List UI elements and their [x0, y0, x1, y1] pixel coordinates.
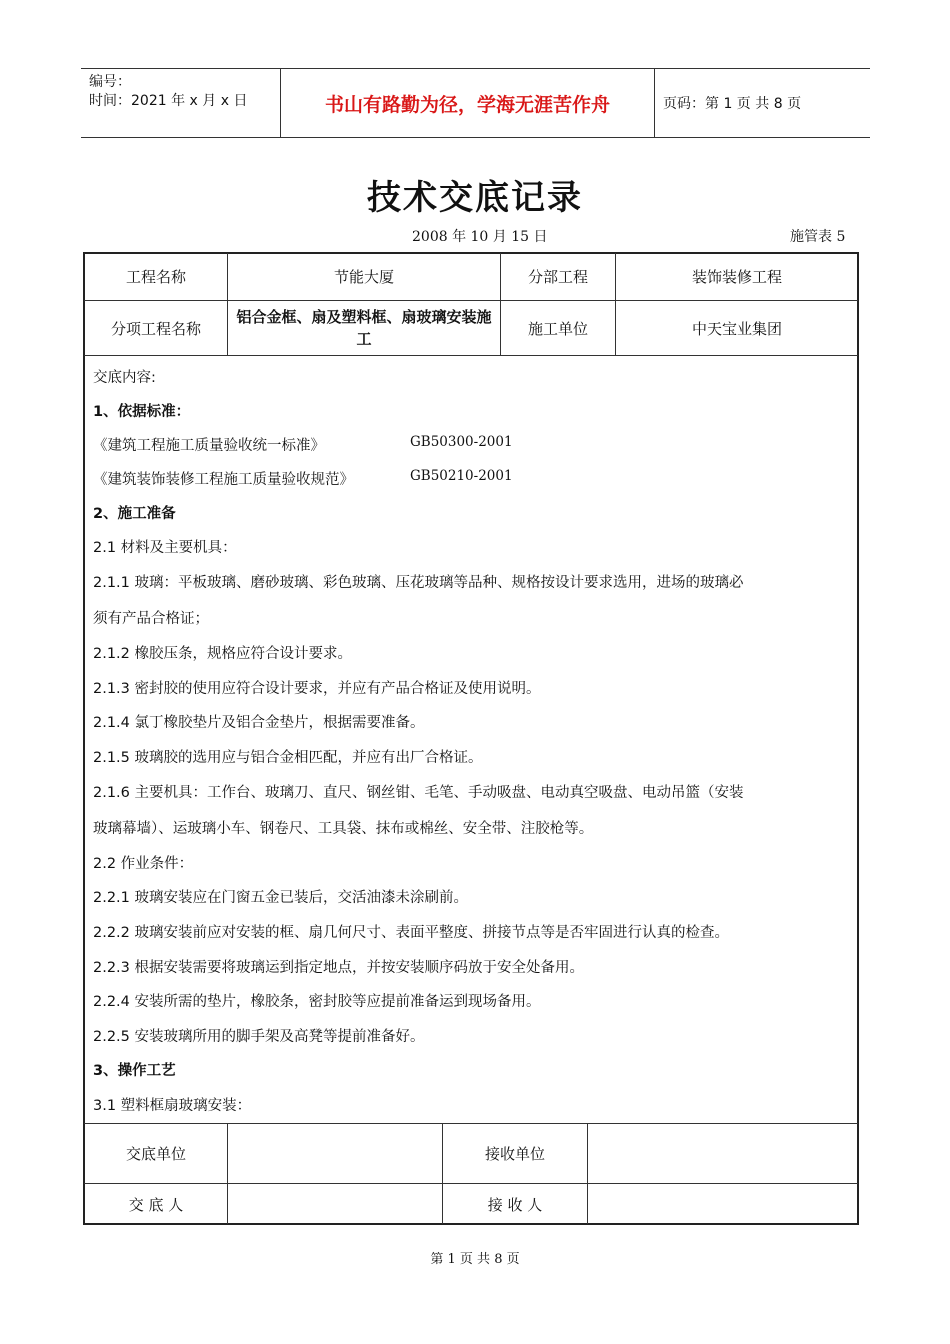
issuer-field[interactable] [228, 1184, 442, 1224]
standard-name: 《建筑工程施工质量验收统一标准》 [93, 438, 325, 454]
paragraph: 玻璃幕墙）、运玻璃小车、钢卷尺、工具袋、抹布或棉丝、安全带、注胶枪等。 [93, 821, 594, 837]
page-info: 页码：第 1 页 共 8 页 [663, 96, 802, 112]
contractor-value: 中天宝业集团 [691, 319, 782, 338]
paragraph: 3.1 塑料框扇玻璃安装： [93, 1098, 252, 1114]
header-left [89, 73, 247, 111]
document-title: 技术交底记录 [367, 178, 583, 218]
paragraph: 2.2.1 玻璃安装应在门窗五金已装后，交活油漆未涂刷前。 [93, 890, 469, 906]
time-label: 时间：2021 年 x 月 x 日 [89, 93, 248, 109]
number-label: 编号： [89, 74, 131, 90]
content-intro: 交底内容: [93, 370, 156, 386]
record-table [83, 252, 859, 1225]
paragraph: 2.1.4 氯丁橡胶垫片及铝合金垫片，根据需要准备。 [93, 715, 425, 731]
paragraph: 2.1.1 玻璃：平板玻璃、磨砂玻璃、彩色玻璃、压花玻璃等品种、规格按设计要求选用，进场的玻璃必 [93, 575, 744, 591]
issuer-unit-field[interactable] [228, 1124, 442, 1183]
division-label: 分部工程 [527, 268, 588, 286]
division-value: 装饰装修工程 [691, 268, 782, 286]
paragraph: 2.2.5 安装玻璃所用的脚手架及高凳等提前准备好。 [93, 1029, 425, 1045]
paragraph: 2.2.4 安装所需的垫片，橡胶条，密封胶等应提前准备运到现场备用。 [93, 994, 541, 1010]
paragraph: 2.2.3 根据安装需要将玻璃运到指定地点，并按安装顺序码放于安全处备用。 [93, 960, 585, 976]
subitem-label: 分项工程名称 [110, 319, 201, 338]
standard-code: GB50210-2001 [410, 468, 513, 484]
motto: 书山有路勤为径，学海无涯苦作舟 [280, 69, 655, 137]
paragraph: 2.1.3 密封胶的使用应符合设计要求，并应有产品合格证及使用说明。 [93, 681, 541, 697]
receiver-unit-label: 接收单位 [484, 1145, 545, 1163]
subitem-value: 铝合金框、扇及塑料框、扇玻璃安装施工 [236, 308, 492, 348]
page-footer: 第 1 页 共 8 页 [430, 1252, 520, 1267]
section-heading: 1、依据标准： [93, 404, 191, 420]
table-rule [84, 355, 858, 356]
form-number: 施管表 5 [790, 229, 846, 245]
issuer-label: 交 底 人 [128, 1195, 184, 1214]
project-name-value: 节能大厦 [333, 268, 394, 286]
standard-name: 《建筑装饰装修工程施工质量验收规范》 [93, 472, 354, 488]
paragraph: 须有产品合格证； [93, 611, 209, 627]
receiver-field[interactable] [588, 1184, 858, 1224]
page-header [81, 68, 870, 138]
issuer-unit-label: 交底单位 [125, 1145, 186, 1163]
paragraph: 2.1 材料及主要机具： [93, 540, 237, 556]
paragraph: 2.1.5 玻璃胶的选用应与铝合金相匹配，并应有出厂合格证。 [93, 750, 483, 766]
section-heading: 3、操作工艺 [93, 1063, 176, 1079]
receiver-unit-field[interactable] [588, 1124, 858, 1183]
document-date: 2008 年 10 月 15 日 [412, 229, 548, 245]
section-heading: 2、施工准备 [93, 506, 176, 522]
receiver-label: 接 收 人 [487, 1195, 543, 1214]
standard-code: GB50300-2001 [410, 434, 513, 450]
project-name-label: 工程名称 [125, 268, 186, 286]
paragraph: 2.1.6 主要机具：工作台、玻璃刀、直尺、钢丝钳、毛笔、手动吸盘、电动真空吸盘、电动吊篮（安装 [93, 785, 744, 801]
paragraph: 2.2 作业条件： [93, 856, 194, 872]
contractor-label: 施工单位 [527, 319, 588, 338]
paragraph: 2.1.2 橡胶压条，规格应符合设计要求。 [93, 646, 353, 662]
paragraph: 2.2.2 玻璃安装前应对安装的框、扇几何尺寸、表面平整度、拼接节点等是否牢固进行认真的检查。 [93, 925, 729, 941]
